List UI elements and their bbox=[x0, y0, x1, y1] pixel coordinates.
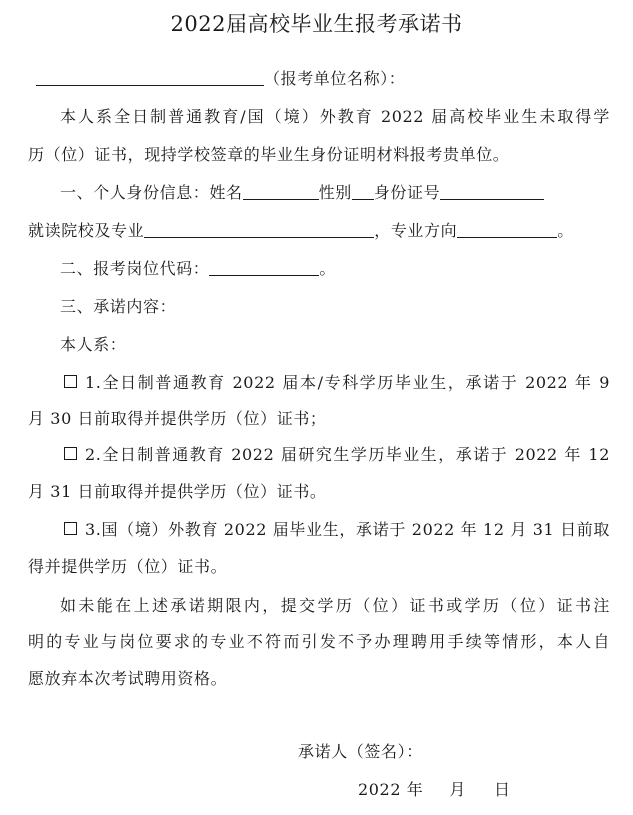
section2-heading: 二、报考岗位代码： bbox=[60, 259, 210, 278]
option1-line-2: 月 30 日前取得并提供学历（位）证书； bbox=[28, 409, 327, 428]
option2-checkbox[interactable] bbox=[64, 447, 77, 460]
document-title: 2022届高校毕业生报考承诺书 bbox=[170, 12, 463, 36]
recipient-line bbox=[36, 60, 405, 98]
comma: ， bbox=[374, 221, 391, 240]
intro-line-1: 本人系全日制普通教育/国（境）外教育 2022 届高校毕业生未取得学 bbox=[60, 107, 610, 126]
position-code-blank[interactable] bbox=[209, 253, 319, 276]
option3-checkbox[interactable] bbox=[64, 522, 77, 535]
id-number-blank[interactable] bbox=[440, 177, 544, 200]
option1-line-1 bbox=[64, 364, 610, 402]
date-month: 月 bbox=[449, 780, 467, 799]
school-major-blank[interactable] bbox=[144, 215, 374, 238]
self-declaration-label: 本人系： bbox=[60, 335, 127, 354]
section2-line bbox=[60, 250, 336, 288]
name-blank[interactable] bbox=[243, 177, 319, 200]
option1-checkbox[interactable] bbox=[64, 375, 77, 388]
intro-line-2: 历（位）证书，现持学校签章的毕业生身份证明材料报考贵单位。 bbox=[28, 145, 510, 164]
closing-line-1: 如未能在上述承诺期限内，提交学历（位）证书或学历（位）证书注 bbox=[60, 596, 610, 615]
closing-line-3: 愿放弃本次考试聘用资格。 bbox=[28, 669, 228, 688]
date-year: 2022 年 bbox=[358, 780, 424, 799]
direction-label: 专业方向 bbox=[390, 221, 458, 240]
direction-blank[interactable] bbox=[457, 215, 557, 238]
option3-line-1 bbox=[64, 511, 610, 549]
section1-identity-line bbox=[60, 174, 544, 212]
signature-label: 承诺人（签名）： bbox=[298, 742, 423, 761]
closing-line-2: 明的专业与岗位要求的专业不符而引发不予办理聘用手续等情形，本人自 bbox=[28, 632, 610, 651]
recipient-blank[interactable] bbox=[36, 63, 264, 86]
date-line bbox=[358, 771, 511, 809]
section3-heading: 三、承诺内容： bbox=[60, 297, 177, 316]
option3-text: 3.国（境）外教育 2022 届毕业生，承诺于 2022 年 12 月 31 日前取 bbox=[85, 520, 610, 539]
name-label: 姓名 bbox=[209, 183, 243, 202]
school-major-label: 就读院校及专业 bbox=[28, 221, 145, 240]
option1-text: 1.全日制普通教育 2022 届本/专科学历毕业生，承诺于 2022 年 9 bbox=[85, 373, 610, 392]
option2-text: 2.全日制普通教育 2022 届研究生学历毕业生，承诺于 2022 年 12 bbox=[85, 445, 610, 464]
recipient-label: （报考单位名称）： bbox=[264, 69, 406, 88]
option2-line-2: 月 31 日前取得并提供学历（位）证书。 bbox=[28, 482, 327, 501]
period: 。 bbox=[557, 221, 574, 240]
section1-heading: 一、个人身份信息： bbox=[60, 183, 210, 202]
id-number-label: 身份证号 bbox=[373, 183, 441, 202]
option2-line-1 bbox=[64, 436, 610, 474]
option3-line-2: 得并提供学历（位）证书。 bbox=[28, 557, 228, 576]
section1-school-line bbox=[28, 212, 574, 250]
date-day: 日 bbox=[494, 780, 511, 799]
section2-period: 。 bbox=[319, 259, 337, 278]
gender-label: 性别 bbox=[318, 183, 352, 202]
gender-blank[interactable] bbox=[352, 177, 374, 200]
